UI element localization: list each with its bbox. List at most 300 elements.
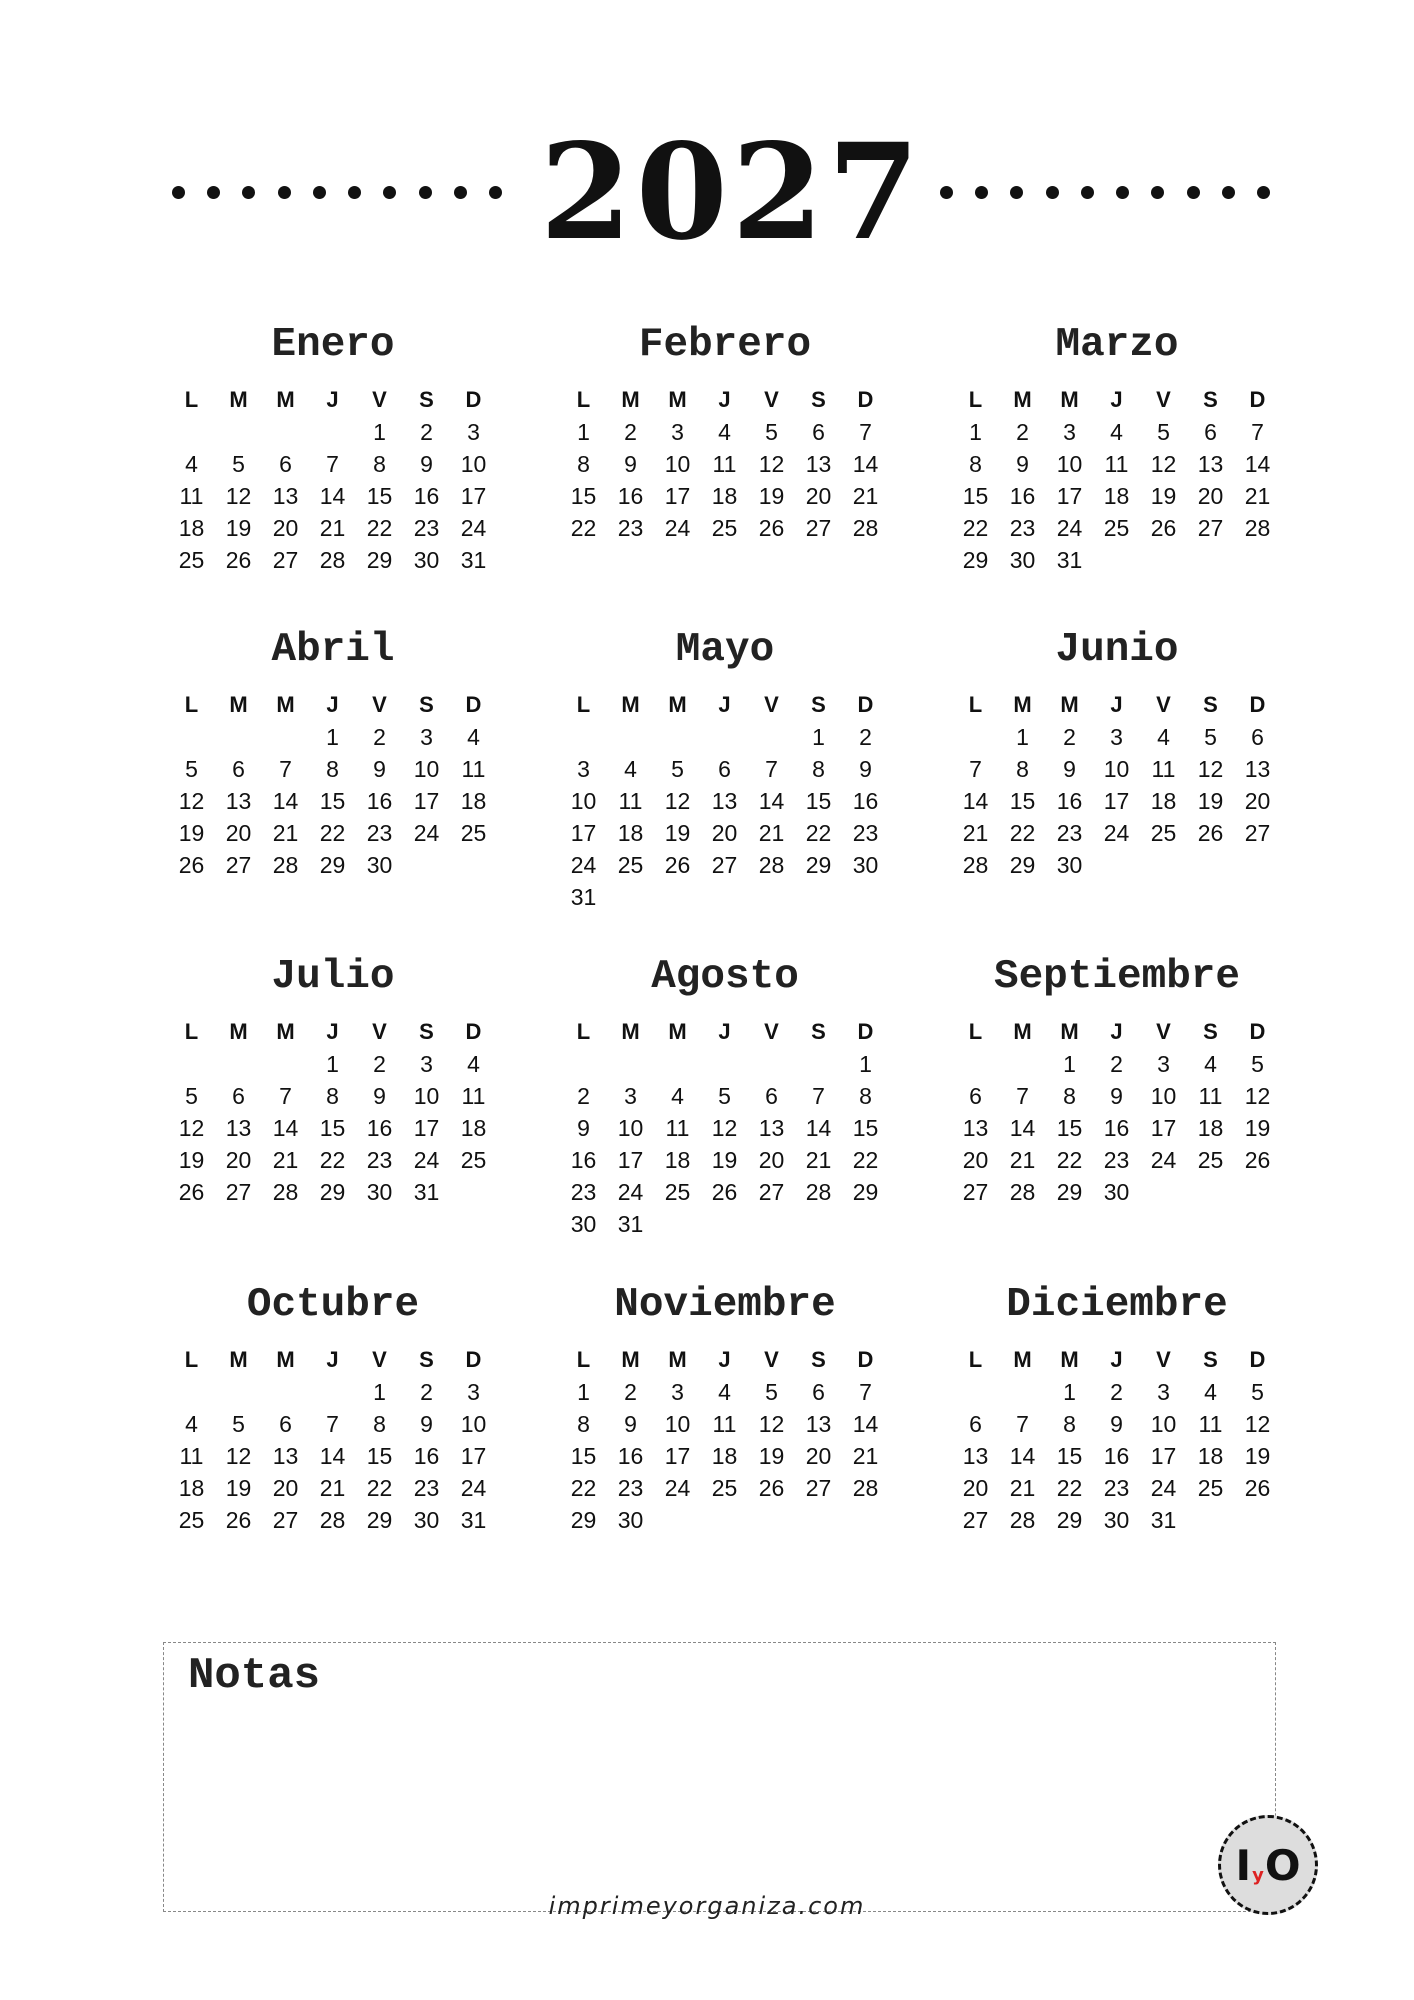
day-cell: 21 bbox=[1009, 1147, 1036, 1173]
day-cell: 23 bbox=[413, 1475, 440, 1501]
day-cell: 27 bbox=[1197, 515, 1224, 541]
day-cell: 29 bbox=[1009, 852, 1036, 878]
day-cell: 3 bbox=[420, 724, 433, 750]
weekday-header bbox=[952, 1334, 1282, 1376]
day-cell: 9 bbox=[1110, 1411, 1123, 1437]
day-cell: 10 bbox=[1103, 756, 1130, 782]
weekday-header bbox=[560, 679, 890, 721]
day-cell: 14 bbox=[272, 788, 299, 814]
day-cell: 30 bbox=[366, 1179, 393, 1205]
weekday-label: D bbox=[465, 1347, 482, 1372]
dot bbox=[242, 186, 255, 199]
week-row bbox=[560, 1408, 890, 1440]
day-cell: 26 bbox=[178, 1179, 205, 1205]
month-name: Agosto bbox=[651, 954, 799, 1000]
weekday-label: D bbox=[1249, 692, 1266, 717]
day-cell: 19 bbox=[758, 483, 785, 509]
week-row bbox=[952, 1440, 1282, 1472]
day-cell: 22 bbox=[570, 1475, 597, 1501]
day-cell: 10 bbox=[664, 451, 691, 477]
day-cell: 31 bbox=[413, 1179, 440, 1205]
week-row bbox=[168, 1408, 498, 1440]
day-cell: 2 bbox=[624, 1379, 637, 1405]
day-cell: 18 bbox=[178, 515, 205, 541]
empty-day-cell bbox=[215, 721, 262, 753]
day-cell: 21 bbox=[319, 515, 346, 541]
day-cell: 22 bbox=[1056, 1475, 1083, 1501]
empty-day-cell bbox=[168, 1048, 215, 1080]
day-cell: 17 bbox=[570, 820, 597, 846]
day-cell: 7 bbox=[326, 451, 339, 477]
day-cell: 4 bbox=[718, 419, 731, 445]
day-cell: 4 bbox=[185, 1411, 198, 1437]
weekday-label: V bbox=[1156, 1347, 1171, 1372]
day-cell: 16 bbox=[852, 788, 879, 814]
day-cell: 15 bbox=[1056, 1115, 1083, 1141]
empty-day-cell bbox=[952, 1048, 999, 1080]
day-cell: 17 bbox=[413, 788, 440, 814]
week-row bbox=[560, 1208, 890, 1240]
empty-day-cell bbox=[842, 881, 889, 913]
weekday-label: M bbox=[1060, 1347, 1079, 1372]
day-cell: 11 bbox=[712, 451, 737, 477]
day-cell: 18 bbox=[460, 788, 487, 814]
weekday-label: M bbox=[621, 692, 640, 717]
day-cell: 24 bbox=[413, 820, 440, 846]
week-row bbox=[560, 721, 890, 753]
day-cell: 30 bbox=[413, 1507, 440, 1533]
week-row bbox=[560, 1472, 890, 1504]
empty-day-cell bbox=[168, 416, 215, 448]
weekday-label: L bbox=[968, 1347, 983, 1372]
day-cell: 24 bbox=[460, 1475, 487, 1501]
empty-day-cell bbox=[842, 1208, 889, 1240]
empty-day-cell bbox=[1234, 544, 1281, 576]
day-cell: 13 bbox=[225, 1115, 252, 1141]
day-cell: 27 bbox=[711, 852, 738, 878]
week-row bbox=[952, 1112, 1282, 1144]
day-cell: 1 bbox=[1063, 1051, 1076, 1077]
day-cell: 16 bbox=[413, 1443, 440, 1469]
weekday-label: V bbox=[372, 1019, 387, 1044]
empty-day-cell bbox=[748, 721, 795, 753]
day-cell: 13 bbox=[805, 1411, 832, 1437]
day-cell: 17 bbox=[664, 483, 691, 509]
empty-day-cell bbox=[701, 1208, 748, 1240]
day-cell: 4 bbox=[718, 1379, 731, 1405]
weekday-label: L bbox=[184, 692, 199, 717]
day-cell: 19 bbox=[664, 820, 691, 846]
day-cell: 2 bbox=[373, 1051, 386, 1077]
day-cell: 19 bbox=[178, 820, 205, 846]
day-cell: 29 bbox=[805, 852, 832, 878]
day-cell: 16 bbox=[1009, 483, 1036, 509]
day-cell: 6 bbox=[765, 1083, 778, 1109]
day-cell: 23 bbox=[1103, 1475, 1130, 1501]
empty-day-cell bbox=[795, 1504, 842, 1536]
day-cell: 8 bbox=[326, 756, 339, 782]
day-cell: 16 bbox=[617, 1443, 644, 1469]
day-cell: 12 bbox=[758, 1411, 785, 1437]
weekday-label: J bbox=[1110, 387, 1123, 412]
logo-letter-y: y bbox=[1252, 1865, 1264, 1886]
day-cell: 6 bbox=[812, 1379, 825, 1405]
day-cell: 7 bbox=[326, 1411, 339, 1437]
day-cell: 5 bbox=[1251, 1379, 1264, 1405]
day-cell: 24 bbox=[1056, 515, 1083, 541]
dot bbox=[940, 186, 953, 199]
weekday-label: V bbox=[764, 387, 779, 412]
weekday-label: M bbox=[229, 1019, 248, 1044]
day-cell: 5 bbox=[718, 1083, 731, 1109]
month-name: Noviembre bbox=[614, 1282, 836, 1328]
day-cell: 13 bbox=[758, 1115, 785, 1141]
month-febrero bbox=[560, 320, 890, 544]
day-cell: 21 bbox=[272, 820, 299, 846]
day-cell: 31 bbox=[1150, 1507, 1177, 1533]
day-cell: 10 bbox=[617, 1115, 644, 1141]
weekday-label: M bbox=[668, 1347, 687, 1372]
day-cell: 4 bbox=[1110, 419, 1123, 445]
day-cell: 24 bbox=[570, 852, 597, 878]
day-cell: 4 bbox=[624, 756, 637, 782]
day-cell: 7 bbox=[969, 756, 982, 782]
day-cell: 16 bbox=[366, 1115, 393, 1141]
day-cell: 25 bbox=[1150, 820, 1177, 846]
day-cell: 19 bbox=[758, 1443, 785, 1469]
dot bbox=[207, 186, 220, 199]
day-cell: 12 bbox=[225, 483, 252, 509]
week-row bbox=[560, 448, 890, 480]
day-cell: 26 bbox=[711, 1179, 738, 1205]
weekday-label: L bbox=[968, 1019, 983, 1044]
day-cell: 11 bbox=[665, 1115, 690, 1141]
day-cell: 10 bbox=[413, 1083, 440, 1109]
weekday-label: L bbox=[576, 692, 591, 717]
day-cell: 2 bbox=[859, 724, 872, 750]
day-cell: 16 bbox=[1056, 788, 1083, 814]
week-row bbox=[168, 1504, 498, 1536]
weekday-label: M bbox=[668, 692, 687, 717]
week-row bbox=[168, 721, 498, 753]
week-row bbox=[168, 1112, 498, 1144]
dot bbox=[1257, 186, 1270, 199]
day-cell: 11 bbox=[179, 1443, 204, 1469]
decorative-dots-left bbox=[172, 186, 502, 199]
day-cell: 26 bbox=[1244, 1475, 1271, 1501]
empty-day-cell bbox=[1234, 1504, 1281, 1536]
week-row bbox=[560, 1504, 890, 1536]
day-cell: 22 bbox=[1056, 1147, 1083, 1173]
month-diciembre bbox=[952, 1280, 1282, 1536]
week-row bbox=[952, 1048, 1282, 1080]
day-cell: 6 bbox=[279, 1411, 292, 1437]
day-cell: 1 bbox=[812, 724, 825, 750]
day-cell: 9 bbox=[1110, 1083, 1123, 1109]
empty-day-cell bbox=[1187, 849, 1234, 881]
weekday-label: L bbox=[576, 1019, 591, 1044]
weekday-label: V bbox=[1156, 692, 1171, 717]
empty-day-cell bbox=[403, 849, 450, 881]
day-cell: 8 bbox=[373, 451, 386, 477]
month-name: Julio bbox=[271, 954, 395, 1000]
day-cell: 4 bbox=[467, 724, 480, 750]
week-row bbox=[168, 1144, 498, 1176]
day-cell: 26 bbox=[225, 547, 252, 573]
day-cell: 3 bbox=[467, 419, 480, 445]
day-cell: 16 bbox=[617, 483, 644, 509]
weekday-label: D bbox=[465, 692, 482, 717]
day-cell: 22 bbox=[319, 820, 346, 846]
day-cell: 21 bbox=[962, 820, 989, 846]
day-cell: 9 bbox=[624, 451, 637, 477]
day-cell: 1 bbox=[373, 1379, 386, 1405]
day-cell: 13 bbox=[711, 788, 738, 814]
day-cell: 6 bbox=[969, 1083, 982, 1109]
month-abril bbox=[168, 625, 498, 881]
weekday-label: L bbox=[184, 1019, 199, 1044]
day-cell: 1 bbox=[577, 1379, 590, 1405]
day-cell: 1 bbox=[326, 724, 339, 750]
day-cell: 4 bbox=[1204, 1379, 1217, 1405]
day-cell: 24 bbox=[413, 1147, 440, 1173]
day-cell: 8 bbox=[812, 756, 825, 782]
day-cell: 5 bbox=[232, 451, 245, 477]
day-cell: 30 bbox=[366, 852, 393, 878]
weekday-header bbox=[952, 1006, 1282, 1048]
empty-day-cell bbox=[215, 1376, 262, 1408]
dot bbox=[419, 186, 432, 199]
empty-day-cell bbox=[1234, 1176, 1281, 1208]
day-cell: 18 bbox=[1103, 483, 1130, 509]
day-cell: 30 bbox=[413, 547, 440, 573]
weekday-label: S bbox=[811, 1019, 826, 1044]
day-cell: 28 bbox=[805, 1179, 832, 1205]
empty-day-cell bbox=[654, 881, 701, 913]
day-cell: 23 bbox=[852, 820, 879, 846]
day-cell: 13 bbox=[962, 1115, 989, 1141]
dot bbox=[454, 186, 467, 199]
weekday-label: M bbox=[621, 387, 640, 412]
day-cell: 17 bbox=[1056, 483, 1083, 509]
day-cell: 9 bbox=[1016, 451, 1029, 477]
day-cell: 27 bbox=[272, 1507, 299, 1533]
weekday-label: M bbox=[1060, 692, 1079, 717]
week-row bbox=[560, 1080, 890, 1112]
weekday-label: V bbox=[1156, 1019, 1171, 1044]
day-cell: 23 bbox=[1009, 515, 1036, 541]
weekday-label: L bbox=[968, 387, 983, 412]
day-cell: 20 bbox=[1244, 788, 1271, 814]
day-cell: 3 bbox=[624, 1083, 637, 1109]
day-cell: 31 bbox=[460, 547, 487, 573]
day-cell: 13 bbox=[272, 1443, 299, 1469]
week-row bbox=[560, 753, 890, 785]
day-cell: 29 bbox=[366, 547, 393, 573]
day-cell: 29 bbox=[852, 1179, 879, 1205]
empty-day-cell bbox=[999, 1376, 1046, 1408]
weekday-label: L bbox=[968, 692, 983, 717]
dot bbox=[313, 186, 326, 199]
week-row bbox=[560, 849, 890, 881]
day-cell: 28 bbox=[319, 547, 346, 573]
weekday-label: M bbox=[621, 1347, 640, 1372]
weekday-header bbox=[168, 1006, 498, 1048]
day-cell: 3 bbox=[467, 1379, 480, 1405]
weekday-label: M bbox=[276, 692, 295, 717]
day-cell: 10 bbox=[664, 1411, 691, 1437]
day-cell: 31 bbox=[617, 1211, 644, 1237]
weekday-label: M bbox=[1060, 1019, 1079, 1044]
day-cell: 6 bbox=[279, 451, 292, 477]
day-cell: 6 bbox=[1204, 419, 1217, 445]
weekday-label: M bbox=[1060, 387, 1079, 412]
day-cell: 18 bbox=[1197, 1115, 1224, 1141]
week-row bbox=[168, 1176, 498, 1208]
day-cell: 9 bbox=[373, 756, 386, 782]
day-cell: 20 bbox=[962, 1147, 989, 1173]
week-row bbox=[952, 1504, 1282, 1536]
day-cell: 6 bbox=[1251, 724, 1264, 750]
day-cell: 13 bbox=[962, 1443, 989, 1469]
day-cell: 11 bbox=[1104, 451, 1129, 477]
week-row bbox=[952, 416, 1282, 448]
day-cell: 27 bbox=[225, 852, 252, 878]
day-cell: 12 bbox=[1150, 451, 1177, 477]
empty-day-cell bbox=[262, 1376, 309, 1408]
day-cell: 22 bbox=[366, 515, 393, 541]
day-cell: 12 bbox=[1244, 1411, 1271, 1437]
day-cell: 24 bbox=[1150, 1147, 1177, 1173]
weekday-label: M bbox=[1013, 387, 1032, 412]
day-cell: 11 bbox=[712, 1411, 737, 1437]
day-cell: 5 bbox=[1157, 419, 1170, 445]
day-cell: 3 bbox=[1157, 1379, 1170, 1405]
day-cell: 22 bbox=[570, 515, 597, 541]
day-cell: 29 bbox=[570, 1507, 597, 1533]
dot bbox=[1187, 186, 1200, 199]
day-cell: 7 bbox=[1016, 1083, 1029, 1109]
day-cell: 17 bbox=[617, 1147, 644, 1173]
empty-day-cell bbox=[560, 1048, 607, 1080]
week-row bbox=[560, 1144, 890, 1176]
day-cell: 24 bbox=[460, 515, 487, 541]
day-cell: 30 bbox=[852, 852, 879, 878]
day-cell: 8 bbox=[969, 451, 982, 477]
day-cell: 15 bbox=[366, 1443, 393, 1469]
week-row bbox=[168, 448, 498, 480]
day-cell: 6 bbox=[718, 756, 731, 782]
weekday-label: V bbox=[764, 1347, 779, 1372]
day-cell: 20 bbox=[805, 1443, 832, 1469]
weekday-label: S bbox=[419, 692, 434, 717]
day-cell: 3 bbox=[577, 756, 590, 782]
weekday-header bbox=[168, 1334, 498, 1376]
day-cell: 1 bbox=[969, 419, 982, 445]
notes-label: Notas bbox=[188, 1651, 321, 1701]
day-cell: 4 bbox=[185, 451, 198, 477]
day-cell: 28 bbox=[1009, 1179, 1036, 1205]
day-cell: 15 bbox=[570, 483, 597, 509]
week-row bbox=[952, 1080, 1282, 1112]
empty-day-cell bbox=[262, 721, 309, 753]
day-cell: 17 bbox=[664, 1443, 691, 1469]
day-cell: 23 bbox=[366, 820, 393, 846]
day-cell: 14 bbox=[805, 1115, 832, 1141]
week-row bbox=[168, 849, 498, 881]
day-cell: 22 bbox=[1009, 820, 1036, 846]
day-cell: 8 bbox=[577, 1411, 590, 1437]
day-cell: 17 bbox=[460, 483, 487, 509]
dot bbox=[278, 186, 291, 199]
day-cell: 7 bbox=[279, 756, 292, 782]
empty-day-cell bbox=[701, 1048, 748, 1080]
weekday-label: M bbox=[276, 1347, 295, 1372]
day-cell: 17 bbox=[413, 1115, 440, 1141]
day-cell: 24 bbox=[664, 1475, 691, 1501]
empty-day-cell bbox=[842, 1504, 889, 1536]
day-cell: 25 bbox=[711, 515, 738, 541]
day-cell: 8 bbox=[1016, 756, 1029, 782]
weekday-label: M bbox=[229, 692, 248, 717]
day-cell: 19 bbox=[178, 1147, 205, 1173]
week-row bbox=[560, 817, 890, 849]
day-cell: 8 bbox=[577, 451, 590, 477]
day-cell: 10 bbox=[1150, 1411, 1177, 1437]
month-septiembre bbox=[952, 952, 1282, 1208]
day-cell: 20 bbox=[272, 1475, 299, 1501]
year-title: 2027 bbox=[540, 115, 924, 270]
weekday-label: D bbox=[857, 387, 874, 412]
week-row bbox=[952, 1176, 1282, 1208]
month-name: Marzo bbox=[1055, 322, 1179, 368]
day-cell: 4 bbox=[671, 1083, 684, 1109]
day-cell: 23 bbox=[366, 1147, 393, 1173]
day-cell: 9 bbox=[420, 451, 433, 477]
day-cell: 23 bbox=[413, 515, 440, 541]
day-cell: 21 bbox=[319, 1475, 346, 1501]
weekday-label: M bbox=[229, 1347, 248, 1372]
day-cell: 10 bbox=[413, 756, 440, 782]
week-row bbox=[560, 1376, 890, 1408]
day-cell: 25 bbox=[460, 1147, 487, 1173]
dot bbox=[383, 186, 396, 199]
day-cell: 21 bbox=[852, 483, 879, 509]
day-cell: 12 bbox=[1197, 756, 1224, 782]
week-row bbox=[168, 1080, 498, 1112]
week-row bbox=[168, 1472, 498, 1504]
week-row bbox=[560, 1048, 890, 1080]
day-cell: 2 bbox=[624, 419, 637, 445]
empty-day-cell bbox=[701, 881, 748, 913]
weekday-label: L bbox=[184, 1347, 199, 1372]
day-cell: 22 bbox=[366, 1475, 393, 1501]
day-cell: 4 bbox=[1204, 1051, 1217, 1077]
weekday-header bbox=[560, 1334, 890, 1376]
day-cell: 26 bbox=[225, 1507, 252, 1533]
day-cell: 27 bbox=[1244, 820, 1271, 846]
day-cell: 25 bbox=[664, 1179, 691, 1205]
day-cell: 27 bbox=[758, 1179, 785, 1205]
weekday-label: M bbox=[1013, 1347, 1032, 1372]
week-row bbox=[952, 785, 1282, 817]
notes-box[interactable] bbox=[163, 1642, 1276, 1912]
day-cell: 27 bbox=[805, 515, 832, 541]
empty-day-cell bbox=[1187, 1504, 1234, 1536]
weekday-label: J bbox=[1110, 692, 1123, 717]
day-cell: 27 bbox=[962, 1507, 989, 1533]
empty-day-cell bbox=[701, 1504, 748, 1536]
